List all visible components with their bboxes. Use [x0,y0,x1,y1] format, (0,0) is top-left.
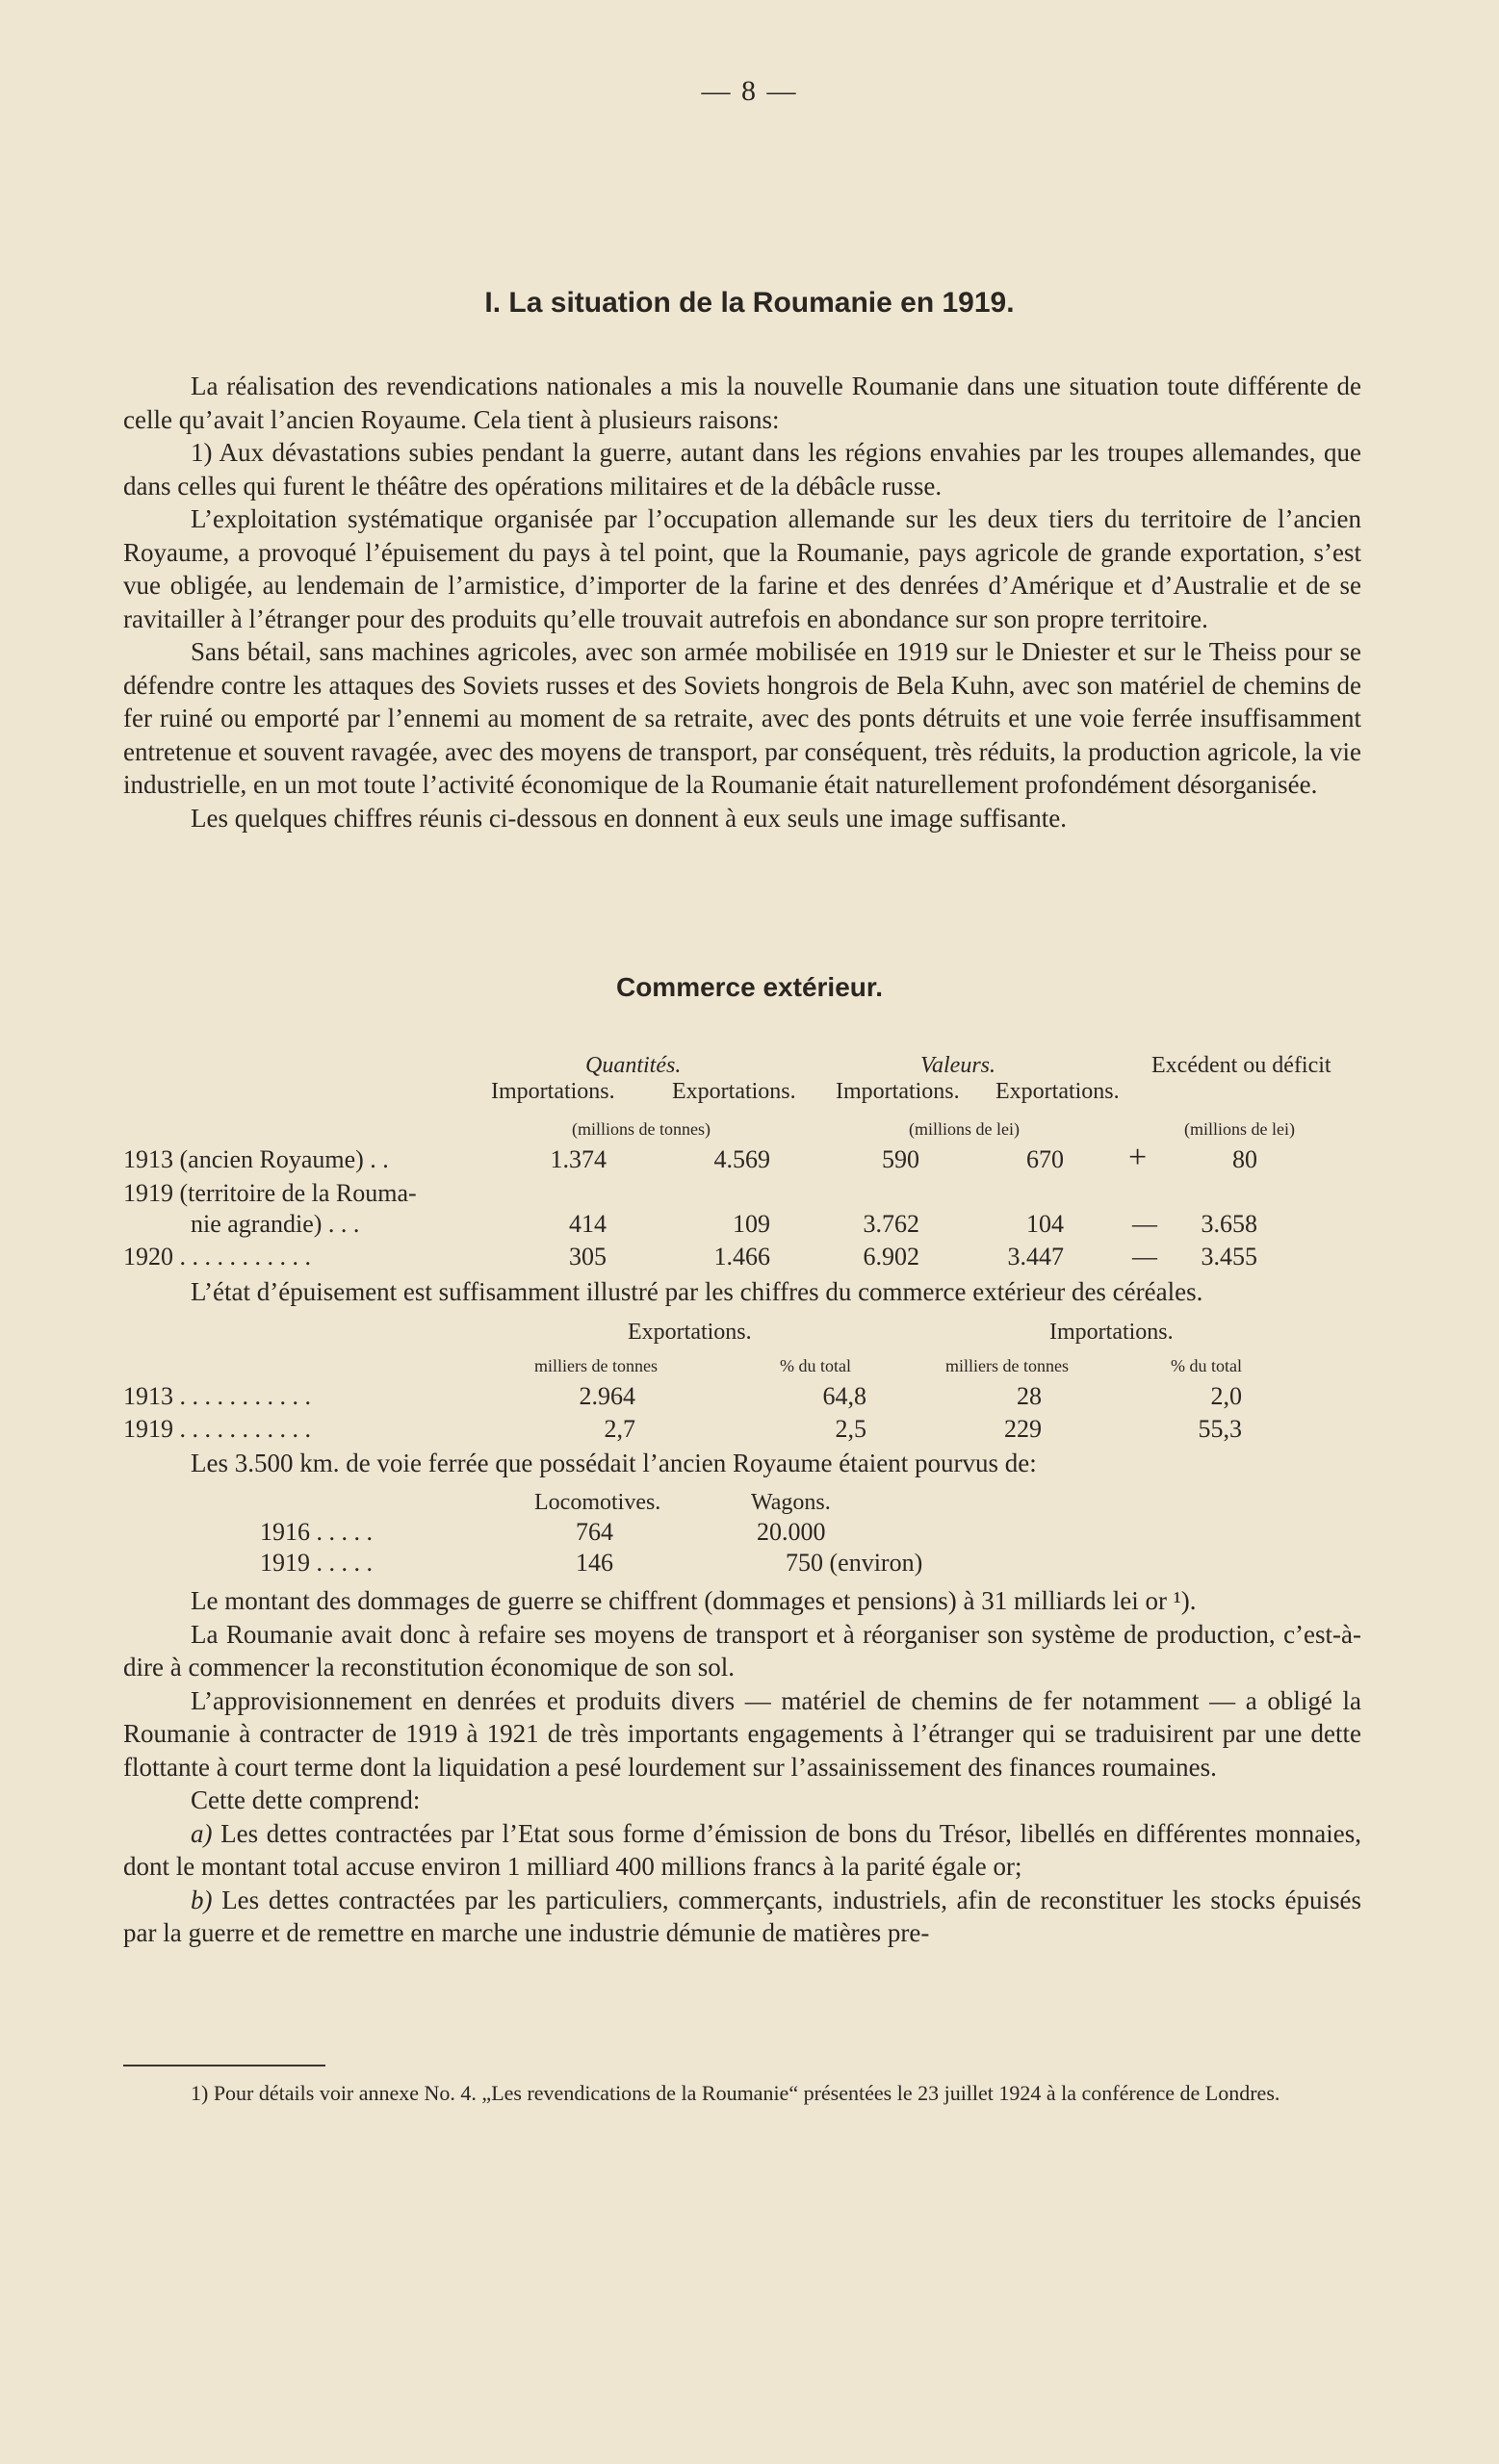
cell-imp-v: 6.902 [863,1243,919,1270]
col-exp-v: Exportations. [995,1079,1120,1104]
header-valeurs: Valeurs. [920,1053,995,1078]
row-label: 1919 . . . . . . . . . . . [123,1415,311,1443]
cell-sign: — [1132,1243,1157,1270]
row-label: 1913 (ancien Royaume) . . [123,1145,389,1173]
cereals-intro-block [123,1275,1361,1309]
cell-exp-q: 1.466 [713,1243,770,1270]
cell-exp-v: 670 [1026,1145,1064,1173]
paragraph: La Roumanie avait donc à refaire ses moyens de transport et à réorganiser son système de production, c’est-à-dire à commencer la reconstitution économique de son sol. [123,1619,1361,1681]
cell-wagons: 750 (environ) [786,1549,923,1577]
paragraph: L’exploitation systématique organisée par l’occupation allemande sur les deux tiers du territoire de l’ancien Royaume, a provoqué l’épuisement du pays à tel point, que la Roumanie, pays agricole de grande exportation, s’est vue obligée, au lendemain de l’armistice, d’importer de la farine et des denrées d’Amérique et d’Australie et de se ravitailler à l’étranger pour des produits qu’elle trouvait autrefois en abondance sur son propre territoire. [123,504,1361,633]
debt-item-a [123,1817,1361,1884]
paragraph: Les quelques chiffres réunis ci-dessous en donnent à eux seuls une image suffisante. [191,803,1068,833]
footnote-divider [123,2065,325,2066]
cell-imp-v: 590 [882,1145,919,1173]
sub-pct-imp: % du total [1171,1356,1242,1375]
paragraph: L’approvisionnement en denrées et produits divers — matériel de chemins de fer notamment — a obligé la Roumanie à contracter de 1919 à 1921 de très importants engagements à l’étranger qui se traduisirent par une dette flottante à court terme dont la liquidation a pesé lourdement sur l’assainissement des finances roumaines. [123,1685,1361,1782]
paragraph: Le montant des dommages de guerre se chiffrent (dommages et pensions) à 31 milliards lei or ¹). [191,1586,1197,1615]
cell-loco: 146 [576,1549,613,1577]
header-excedent: Excédent ou déficit [1151,1053,1331,1078]
row-label: 1916 . . . . . [260,1518,373,1546]
col-exp-q: Exportations. [672,1079,796,1104]
header-wagons: Wagons. [751,1490,831,1515]
cell-balance: 80 [1232,1145,1257,1173]
col-imp-q: Importations. [491,1079,615,1104]
row-label-continued: nie agrandie) . . . [191,1210,360,1238]
sub-tonnes-exp: milliers de tonnes [534,1356,658,1375]
cell-imp-t: 28 [1017,1382,1042,1410]
list-text: Les dettes contractées par l’Etat sous forme d’émission de bons du Trésor, libellés en différentes monnaies, dont le montant total accuse environ 1 milliard 400 millions francs à la parité égale or; [123,1818,1362,1881]
cell-sign: — [1132,1210,1157,1238]
cell-exp-t: 2,7 [604,1415,635,1443]
cell-balance: 3.658 [1201,1210,1257,1238]
footnote: 1) Pour détails voir annexe No. 4. „Les revendications de la Roumanie“ présentées le 23 juillet 1924 à la conférence de Londres. [191,2081,1280,2105]
cell-imp-q: 1.374 [550,1145,607,1173]
header-exportations: Exportations. [628,1320,752,1345]
cell-sign: + [1128,1140,1148,1175]
closing-text [123,1584,1361,1950]
sub-pct-exp: % du total [780,1356,851,1375]
header-quantites: Quantités. [585,1053,682,1078]
cell-wagons: 20.000 [757,1518,826,1546]
cell-imp-q: 305 [569,1243,607,1270]
cell-imp-p: 2,0 [1210,1382,1242,1410]
footnote-block [123,2077,1361,2110]
cell-exp-v: 3.447 [1007,1243,1064,1270]
list-marker: a) [191,1818,213,1848]
cell-imp-p: 55,3 [1198,1415,1242,1443]
paragraph: La réalisation des revendications nationales a mis la nouvelle Roumanie dans une situation toute différente de celle qu’avait l’ancien Royaume. Cela tient à plusieurs raisons: [123,372,1361,434]
unit-excedent: (millions de lei) [1184,1119,1295,1139]
section-title: I. La situation de la Roumanie en 1919. [484,287,1015,319]
page-number: — 8 — [701,75,798,107]
cell-exp-p: 64,8 [822,1382,866,1410]
row-label: 1919 . . . . . [260,1549,373,1577]
cell-imp-t: 229 [1004,1415,1042,1443]
row-label: 1920 . . . . . . . . . . . [123,1243,311,1270]
intro-text [123,370,1361,834]
list-text: Les dettes contractées par les particuliers, commerçants, industriels, afin de reconstituer les stocks épuisés par la guerre et de remettre en marche une industrie démunie de matières pre- [123,1885,1361,1947]
cereals-intro: L’état d’épuisement est suffisamment illustré par les chiffres du commerce extérieur des céréales. [191,1277,1203,1306]
paragraph: Cette dette comprend: [191,1785,421,1814]
rail-intro: Les 3.500 km. de voie ferrée que possédait l’ancien Royaume étaient pourvus de: [191,1449,1037,1477]
cell-loco: 764 [576,1518,613,1546]
paragraph: Sans bétail, sans machines agricoles, avec son armée mobilisée en 1919 sur le Dniester et sur le Theiss pour se défendre contre les attaques des Soviets russes et des Soviets hongrois de Bela Kuhn, avec son matériel de chemins de fer ruiné ou emporté par l’ennemi au moment de sa retraite, avec des ponts détruits et une voie ferrée insuffisamment entretenue et souvent ravagée, avec des moyens de transport, par conséquent, très réduits, la production agricole, la vie industrielle, en un mot toute l’activité économique de la Roumanie était naturellement profondément désorganisée. [123,637,1361,799]
paragraph: 1) Aux dévastations subies pendant la guerre, autant dans les régions envahies par les troupes allemandes, que dans celles qui furent le théâtre des opérations militaires et de la débâcle russe. [123,438,1361,500]
cell-balance: 3.455 [1201,1243,1257,1270]
cell-exp-q: 4.569 [713,1145,770,1173]
cell-imp-v: 3.762 [863,1210,919,1238]
cell-exp-v: 104 [1026,1210,1064,1238]
unit-valeurs: (millions de lei) [909,1119,1020,1139]
cell-exp-q: 109 [733,1210,770,1238]
sub-tonnes-imp: milliers de tonnes [945,1356,1069,1375]
list-marker: b) [191,1885,213,1914]
cell-exp-p: 2,5 [835,1415,866,1443]
col-imp-v: Importations. [836,1079,960,1104]
debt-item-b [123,1884,1361,1950]
cell-exp-t: 2.964 [579,1382,635,1410]
row-label: 1913 . . . . . . . . . . . [123,1382,311,1410]
unit-quantites: (millions de tonnes) [572,1119,711,1139]
commerce-title: Commerce extérieur. [615,972,884,1002]
rail-intro-block [123,1447,1361,1480]
cell-imp-q: 414 [569,1210,607,1238]
header-locomotives: Locomotives. [534,1490,661,1515]
header-importations: Importations. [1049,1320,1174,1345]
row-label: 1919 (territoire de la Rouma- [123,1179,417,1207]
